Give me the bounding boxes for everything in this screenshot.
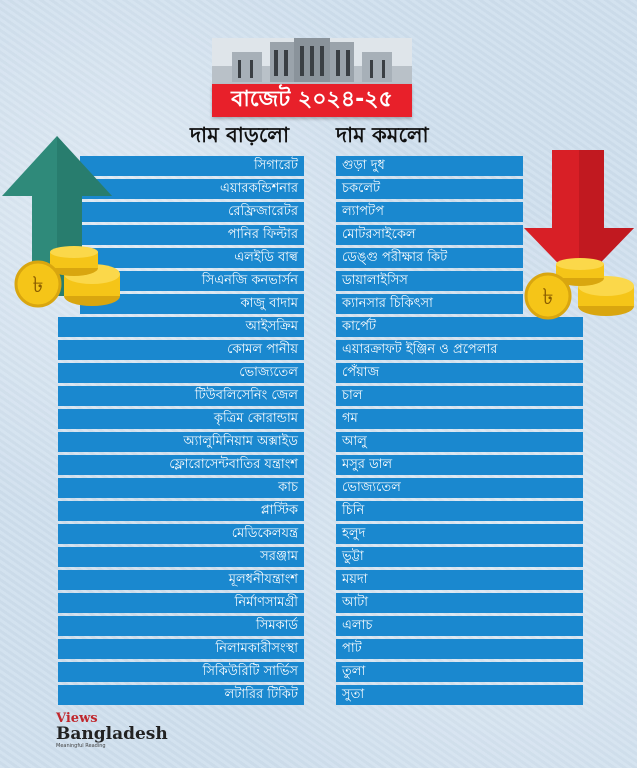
- price-down-item: কার্পেট: [336, 317, 583, 337]
- price-up-item: নির্মাণসামগ্রী: [58, 593, 304, 613]
- price-up-item: সিএনজি কনভার্সন: [80, 271, 304, 291]
- table-row: [0, 570, 637, 590]
- price-down-item: সুতা: [336, 685, 583, 705]
- price-up-item: কাজু বাদাম: [80, 294, 304, 314]
- price-down-item: এলাচ: [336, 616, 583, 636]
- table-row: [0, 478, 637, 498]
- budget-title-banner: বাজেট ২০২৪-২৫: [212, 84, 412, 117]
- price-up-item: প্লাস্টিক: [58, 501, 304, 521]
- price-down-item: পেঁয়াজ: [336, 363, 583, 383]
- parliament-building-icon: [212, 38, 412, 84]
- price-down-item: চাল: [336, 386, 583, 406]
- table-row: [0, 547, 637, 567]
- logo-tagline: Meaningful Reading: [56, 743, 106, 749]
- price-down-item: মসুর ডাল: [336, 455, 583, 475]
- svg-text:৳: ৳: [542, 285, 554, 310]
- price-down-item: গম: [336, 409, 583, 429]
- price-up-item: নিলামকারীসংস্থা: [58, 639, 304, 659]
- price-up-item: এয়ারকন্ডিশনার: [80, 179, 304, 199]
- price-up-item: রেফ্রিজারেটর: [80, 202, 304, 222]
- table-row: [0, 317, 637, 337]
- price-down-item: এয়ারক্রাফট ইঞ্জিন ও প্রপেলার: [336, 340, 583, 360]
- price-up-item: ফ্লোরোসেন্টবাতির যন্ত্রাংশ: [58, 455, 304, 475]
- price-down-item: তুলা: [336, 662, 583, 682]
- price-down-item: গুড়া দুধ: [336, 156, 523, 176]
- price-down-item: মোটরসাইকেল: [336, 225, 523, 245]
- price-up-item: আইসক্রিম: [58, 317, 304, 337]
- price-up-item: এলইডি বাল্ব: [80, 248, 304, 268]
- table-row: [0, 524, 637, 544]
- table-row: [0, 432, 637, 452]
- price-up-item: অ্যালুমিনিয়াম অক্সাইড: [58, 432, 304, 452]
- price-up-item: সিকিউরিটি সার্ভিস: [58, 662, 304, 682]
- price-down-heading: দাম কমলো: [336, 123, 429, 147]
- price-down-item: ডেঙ্গু পরীক্ষার কিট: [336, 248, 523, 268]
- price-up-item: সিমকার্ড: [58, 616, 304, 636]
- price-down-item: ভুট্টা: [336, 547, 583, 567]
- price-up-item: মূলধনীযন্ত্রাংশ: [58, 570, 304, 590]
- table-row: [0, 386, 637, 406]
- table-row: [0, 409, 637, 429]
- price-down-item: চকলেট: [336, 179, 523, 199]
- price-up-item: মেডিকেলযন্ত্র: [58, 524, 304, 544]
- price-up-heading: দাম বাড়লো: [190, 123, 290, 147]
- svg-text:৳: ৳: [32, 273, 44, 298]
- price-down-item: চিনি: [336, 501, 583, 521]
- price-up-item: কাচ: [58, 478, 304, 498]
- price-down-item: ক্যানসার চিকিৎসা: [336, 294, 523, 314]
- price-up-item: সরঞ্জাম: [58, 547, 304, 567]
- price-down-item: ডায়ালাইসিস: [336, 271, 523, 291]
- price-down-item: ল্যাপটপ: [336, 202, 523, 222]
- table-row: [0, 685, 637, 705]
- table-row: [0, 340, 637, 360]
- views-bangladesh-logo: [56, 712, 166, 752]
- price-up-item: লটারির টিকিট: [58, 685, 304, 705]
- table-row: [0, 363, 637, 383]
- price-up-item: টিউবলিসেনিং জেল: [58, 386, 304, 406]
- price-up-item: সিগারেট: [80, 156, 304, 176]
- table-row: [0, 501, 637, 521]
- logo-line-1: Views: [56, 711, 98, 726]
- price-down-item: ভোজ্যতেল: [336, 478, 583, 498]
- price-down-item: পাট: [336, 639, 583, 659]
- price-down-item: হলুদ: [336, 524, 583, 544]
- taka-coins-icon: [524, 256, 636, 320]
- taka-coins-icon: [14, 246, 124, 310]
- price-down-item: ময়দা: [336, 570, 583, 590]
- table-row: [0, 455, 637, 475]
- price-up-item: ভোজ্যতেল: [58, 363, 304, 383]
- price-down-item: আলু: [336, 432, 583, 452]
- logo-line-2: Bangladesh: [56, 724, 168, 744]
- price-up-item: কোমল পানীয়: [58, 340, 304, 360]
- table-row: [0, 616, 637, 636]
- table-row: [0, 593, 637, 613]
- price-up-item: কৃত্রিম কোরান্ডাম: [58, 409, 304, 429]
- price-down-item: আটা: [336, 593, 583, 613]
- price-up-item: পানির ফিল্টার: [80, 225, 304, 245]
- table-row: [0, 662, 637, 682]
- table-row: [0, 639, 637, 659]
